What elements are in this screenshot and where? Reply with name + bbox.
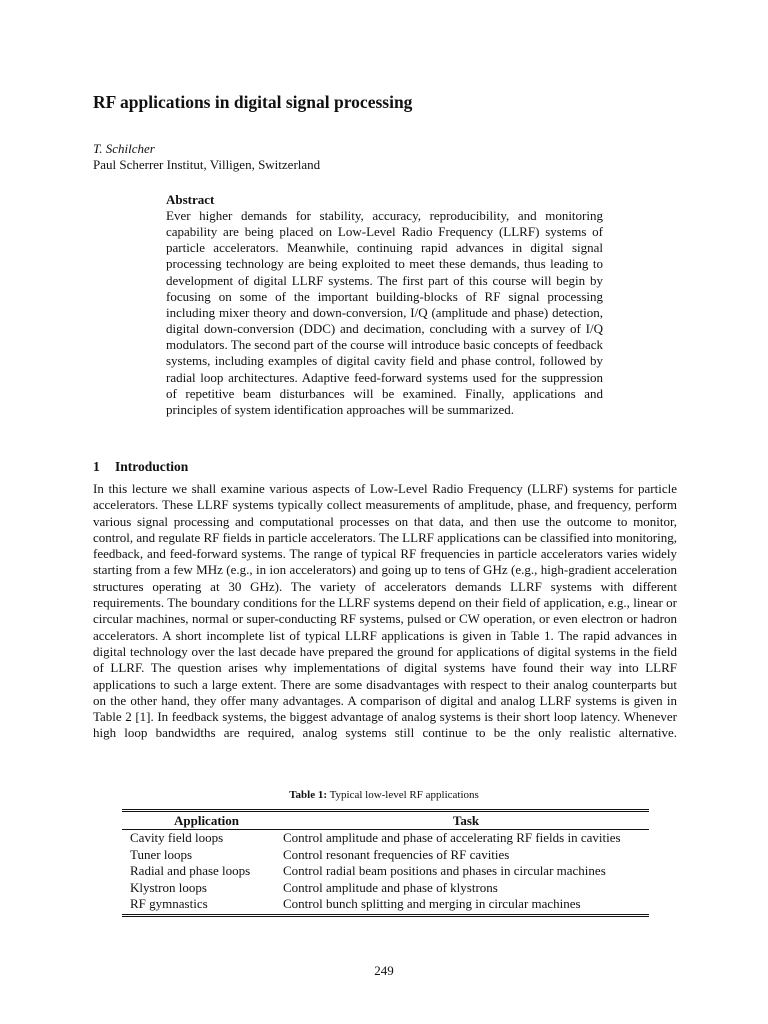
table-caption — [0, 789, 768, 801]
table-row — [122, 880, 649, 897]
applications-table-frame — [122, 809, 649, 917]
introduction-paragraph: In this lecture we shall examine various aspects of Low-Level Radio Frequency (LLRF) systems for particle accelerators. These LLRF systems typically collect measurements of amplitude, phase, and frequency, perform various signal processing and computational processes on that data, and then use the outcome to monitor, control, and regulate RF fields in particle accelerators. The LLRF applications can be classified into monitoring, feedback, and feed-forward systems. The range of typical RF frequencies in particle accelerators varies widely starting from a few MHz (e.g., in ion accelerators) and going up to tens of GHz (e.g., high-gradient acceleration structures operating at 30 GHz). The variety of accelerators demands LLRF systems with different requirements. The boundary conditions for the LLRF systems depend on their field of application, e.g., linear or circular machines, normal or super-conducting RF systems, pulsed or CW operation, or even electron or hadron accelerators. A short incomplete list of typical LLRF applications is given in Table 1. The rapid advances in digital technology over the last decade have prepared the ground for applications of digital systems in the field of LLRF. The question arises why implementations of digital systems have found their way into LLRF applications to such a large extent. There are some disadvantages with respect to their analog counterparts but on the other hand, they offer many advantages. A comparison of digital and analog LLRF systems is given in Table 2 [1]. In feedback systems, the biggest advantage of analog systems is their short loop latency. Whenever high loop bandwidths are required, analog systems still continue to be the only realistic alternative. — [93, 481, 677, 741]
author-affiliation: Paul Scherrer Institut, Villigen, Switzerland — [93, 157, 321, 172]
table-row — [122, 863, 649, 880]
table-cell-task: Control resonant frequencies of RF cavities — [283, 846, 510, 862]
table-cell-application: Cavity field loops — [130, 830, 224, 845]
table-cell-task: Control radial beam positions and phases in circular machines — [283, 863, 606, 878]
paper-title: RF applications in digital signal processing — [93, 92, 413, 112]
table-cell-application: Radial and phase loops — [130, 863, 251, 878]
table-header-task: Task — [283, 813, 649, 830]
abstract-heading: Abstract — [166, 192, 215, 207]
table-cell-application: Tuner loops — [130, 846, 193, 862]
abstract-body: Ever higher demands for stability, accuracy, reproducibility, and monitoring capability are being placed on Low-Level Radio Frequency (LLRF) systems of particle accelerators. Meanwhile, continuing rapid advances in digital signal processing technology are being exploited to meet these demands, thus leading to development of digital LLRF systems. The first part of this course will begin by focusing on some of the important building-blocks of RF signal processing including mixer theory and down-conversion, I/Q (amplitude and phase) detection, digital down-conversion (DDC) and decimation, concluding with a survey of I/Q modulators. The second part of the course will introduce basic concepts of feedback systems, including examples of digital cavity field and phase control, followed by radial loop architectures. Adaptive feed-forward systems used for the suppression of repetitive beam disturbances will be examined. Finally, applications and principles of system identification approaches will be summarized. — [166, 208, 603, 417]
table-cell-task: Control amplitude and phase of accelerating RF fields in cavities — [283, 830, 621, 845]
section-title: Introduction — [115, 459, 189, 474]
table-cell-task: Control amplitude and phase of klystrons — [283, 879, 498, 895]
table-cell-task: Control bunch splitting and merging in circular machines — [283, 896, 581, 911]
table-row — [122, 896, 649, 913]
table-row — [122, 830, 649, 847]
table-cell-application: RF gymnastics — [130, 896, 208, 911]
page-number: 249 — [374, 963, 394, 978]
table-caption-text: Typical low-level RF applications — [329, 789, 479, 801]
table-header-row — [122, 813, 649, 830]
table-cell-application: Klystron loops — [130, 879, 207, 895]
abstract-block — [166, 191, 603, 418]
table-row — [122, 847, 649, 864]
table-header-application: Application — [122, 813, 283, 830]
section-number: 1 — [93, 459, 100, 474]
section-heading-introduction — [93, 459, 188, 475]
table-caption-label: Table 1: — [289, 789, 327, 801]
author-name: T. Schilcher — [93, 141, 155, 156]
applications-table — [122, 813, 649, 913]
